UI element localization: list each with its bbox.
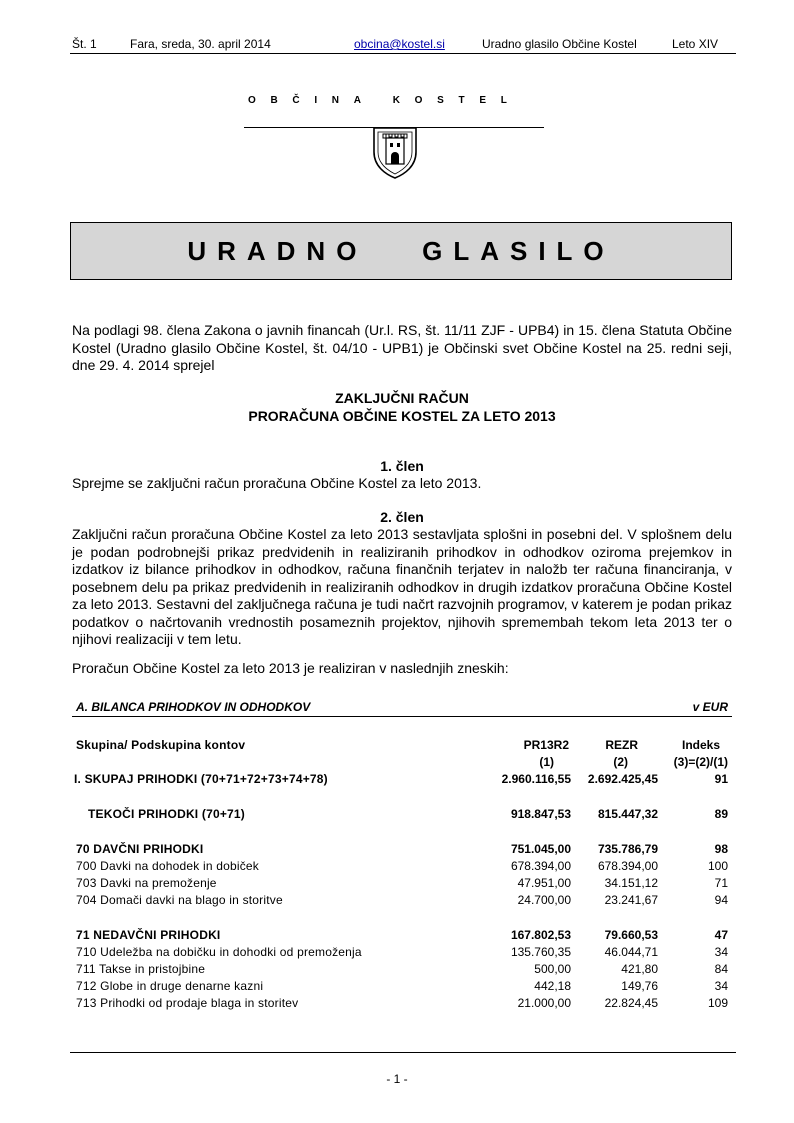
header-col3: Indeks [681,738,720,752]
header-col1: PR13R2 [523,738,569,752]
header-group: Skupina/ Podskupina kontov [76,738,246,752]
row-label: 712 Globe in druge denarne kazni [76,979,264,993]
issue-date: Fara, sreda, 30. april 2014 [130,37,271,51]
header-col2-sub: (2) [613,755,628,769]
row-index: 100 [707,859,728,873]
article2-heading: 2. člen [380,509,424,525]
row-realized: 2.692.425,45 [587,772,658,786]
row-plan: 678.394,00 [510,859,571,873]
row-plan: 24.700,00 [517,893,571,907]
row-plan: 751.045,00 [510,842,571,856]
row-plan: 918.847,53 [510,807,571,821]
table-row [72,771,732,788]
volume-year: Leto XIV [672,37,719,51]
table-row [72,995,732,1012]
table-row [72,806,732,823]
row-index: 89 [714,807,728,821]
row-realized: 421,80 [621,962,658,976]
table-row [72,841,732,858]
gazette-title: URADNO GLASILO [70,222,732,280]
row-plan: 21.000,00 [517,996,571,1010]
row-plan: 47.951,00 [517,876,571,890]
header-col3-sub: (3)=(2)/(1) [673,755,728,769]
table-subheader [72,754,732,771]
row-label: 71 NEDAVČNI PRIHODKI [76,928,221,942]
row-realized: 149,76 [621,979,658,993]
row-realized: 678.394,00 [597,859,658,873]
row-label: 700 Davki na dohodek in dobiček [76,859,259,873]
row-label: 710 Udeležba na dobičku in dohodki od premoženja [76,945,362,959]
table-row [72,944,732,961]
row-index: 34 [714,979,728,993]
row-plan: 442,18 [534,979,571,993]
row-label: 713 Prihodki od prodaje blaga in storitev [76,996,299,1010]
municipality-logo-text: OBČINA KOSTEL [248,95,522,106]
row-realized: 79.660,53 [604,928,658,942]
header-divider [70,53,736,54]
header-col2: REZR [605,738,638,752]
row-realized: 46.044,71 [604,945,658,959]
header-col1-sub: (1) [539,755,554,769]
email-link[interactable]: obcina@kostel.si [354,37,445,51]
page-number: - 1 - [386,1072,408,1086]
summary-line: Proračun Občine Kostel za leto 2013 je realiziran v naslednjih zneskih: [72,660,509,676]
row-plan: 135.760,35 [510,945,571,959]
row-label: 704 Domači davki na blago in storitve [76,893,283,907]
section-title: A. BILANCA PRIHODKOV IN ODHODKOV [76,700,311,714]
row-realized: 23.241,67 [604,893,658,907]
row-realized: 735.786,79 [597,842,658,856]
table-row [72,858,732,875]
row-plan: 167.802,53 [510,928,571,942]
row-label: TEKOČI PRIHODKI (70+71) [88,807,245,821]
row-label: 703 Davki na premoženje [76,876,217,890]
row-plan: 500,00 [534,962,571,976]
row-index: 91 [714,772,728,786]
row-label: 70 DAVČNI PRIHODKI [76,842,204,856]
row-index: 84 [714,962,728,976]
row-realized: 22.824,45 [604,996,658,1010]
table-row [72,875,732,892]
table-row [72,892,732,909]
row-realized: 34.151,12 [604,876,658,890]
row-realized: 815.447,32 [597,807,658,821]
row-index: 71 [714,876,728,890]
table-row [72,961,732,978]
table-row [72,978,732,995]
intro-paragraph: Na podlagi 98. člena Zakona o javnih financah (Ur.l. RS, št. 11/11 ZJF - UPB4) in 15. člena Statuta Občine Kostel (Uradno glasilo Občine Kostel, št. 04/10 - UPB1) je Občinski svet Občine Kostel na 25. redni seji, dne 29. 4. 2014 sprejel [72,322,732,373]
doc-title-line2: PRORAČUNA OBČINE KOSTEL ZA LETO 2013 [248,408,556,424]
section-divider [72,716,732,717]
row-plan: 2.960.116,55 [501,772,571,786]
coat-of-arms-icon [370,122,420,180]
doc-title-line1: ZAKLJUČNI RAČUN [335,390,469,406]
publication-name: Uradno glasilo Občine Kostel [482,37,637,51]
article1-text: Sprejme se zaključni račun proračuna Občine Kostel za leto 2013. [72,475,482,491]
table-row [72,927,732,944]
footer-divider [70,1052,736,1053]
row-index: 98 [714,842,728,856]
row-index: 109 [707,996,728,1010]
article2-text: Zaključni račun proračuna Občine Kostel za leto 2013 sestavljata splošni in posebni del. V splošnem delu je podan podrobnejši prikaz predvidenih in realiziranih prihodkov in odhodkov oziroma prejemkov in izdatkov iz bilance prihodkov in odhodkov, računa finančnih terjatev in naložb ter računa financiranja, v posebnem delu pa prikaz predvidenih in realiziranih odhodkov in drugih izdatkov proračuna Občine Kostel za leto 2013. Sestavni del zaključnega računa je tudi načrt razvojnih programov, v katerem je podan prikaz podatkov o načrtovanih vrednostih posameznih projektov, njihovih spremembah tekom leta 2013 ter o njihovi realizaciji v tem letu. [72,526,732,647]
table-header [72,737,732,754]
row-index: 47 [714,928,728,942]
row-index: 34 [714,945,728,959]
issue-number: Št. 1 [72,37,97,51]
article1-heading: 1. člen [380,458,424,474]
row-label: I. SKUPAJ PRIHODKI (70+71+72+73+74+78) [74,772,328,786]
row-label: 711 Takse in pristojbine [76,962,206,976]
row-index: 94 [714,893,728,907]
currency-unit: v EUR [692,700,728,714]
